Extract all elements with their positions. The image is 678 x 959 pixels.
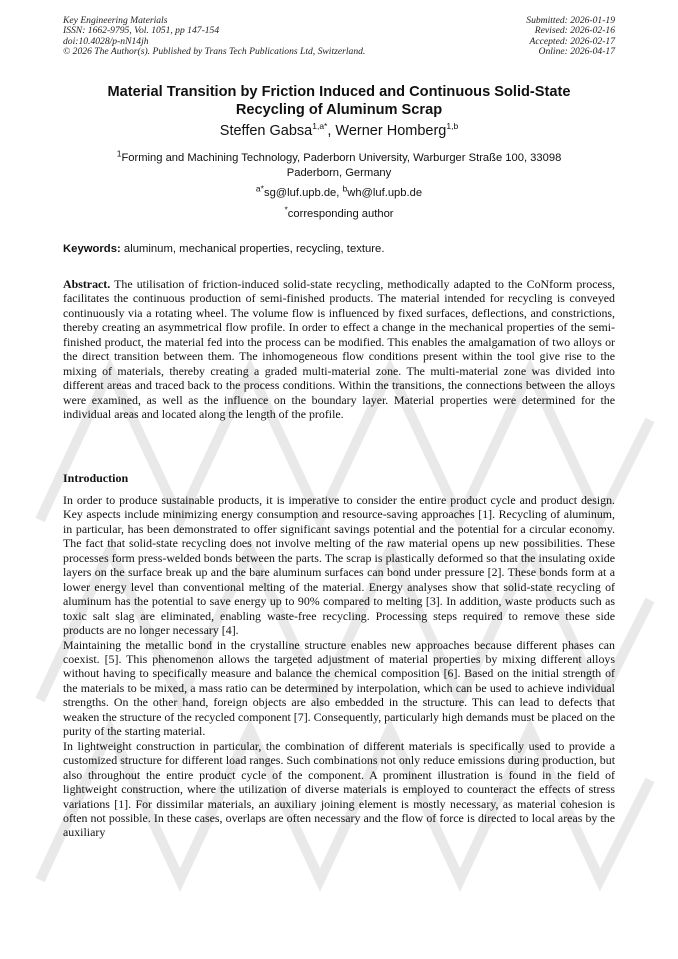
journal-name: Key Engineering Materials [63, 15, 168, 26]
date-online: Online: 2026-04-17 [538, 46, 615, 58]
abstract [63, 277, 615, 422]
affiliation-sup: 1 [116, 148, 122, 159]
email-sup: b [342, 183, 348, 194]
abstract-label: Abstract. [63, 277, 111, 291]
email-address: sg@luf.upb.de [263, 187, 337, 199]
journal-info [63, 16, 365, 58]
affiliation-line-1: Forming and Machining Technology, Paderborn University, Warburger Straße 100, 33098 [121, 152, 562, 164]
date-revised: Revised: 2026-02-16 [534, 25, 615, 37]
affiliation-line-2: Paderborn, Germany [286, 166, 392, 179]
email-sup: a* [255, 183, 264, 194]
intro-paragraph: In order to produce sustainable products, it is imperative to consider the entire product cycle and product design. Key aspects include minimizing energy consumption and resource-saving approaches [1]. Recycling of aluminum, in particular, has been demonstrated to offer significant savings potential and the potential for a circular economy. The fact that solid-state recycling does not involve melting of the raw material opens up new possibilities. These processes form press-welded bonds between the parts. The scrap is plastically deformed so that the insulating oxide layers on the surface break up and the bare aluminum surfaces can bond under pressure [2]. These bonds form at a lower energy level than conventional melting of the material. Energy analyses show that solid-state recycling of aluminum has the potential to save energy up to 90% compared to melting [3]. In addition, waste products such as toxic salt slag are eliminated, enabling waste-free recycling. Processing steps required to remove these side products are no longer necessary [4]. [63, 493, 615, 638]
journal-copyright: © 2026 The Author(s). Published by Trans Tech Publications Ltd, Switzerland. [63, 46, 366, 58]
paper-title [63, 83, 615, 119]
publication-dates [526, 16, 615, 58]
intro-paragraph: Maintaining the metallic bond in the crystalline structure enables new approaches because different phases can coexist. [5]. This phenomenon allows the targeted adjustment of material properties by mixing different alloys without having to specifically measure and balance the chemical composition [6]. Based on the initial strength of the materials to be mixed, a mass ratio can be determined by interpolation, which can be used to achieve individual strengths. On the other hand, foreign objects are also embedded in the structure. This can lead to defects that weaken the structure of the recycled component [7]. Consequently, particularly high demands must be placed on the purity of the starting material. [63, 637, 615, 739]
keywords [63, 242, 615, 256]
email-address: wh@luf.upb.de [347, 187, 423, 199]
introduction-body [63, 493, 615, 840]
author-affiliation-sup: 1,a* [312, 121, 328, 132]
email-separator: , [336, 187, 343, 199]
date-submitted: Submitted: 2026-01-19 [526, 15, 615, 26]
corresponding-sup: * [284, 204, 288, 215]
author-name: Werner Homberg [335, 123, 447, 139]
corresponding-author-note [63, 204, 615, 221]
section-heading-introduction: Introduction [63, 471, 129, 485]
keywords-text: aluminum, mechanical properties, recycling, texture. [123, 243, 385, 255]
author-separator: , [327, 123, 336, 139]
paper-title-line-1: Material Transition by Friction Induced and Continuous Solid-State [107, 84, 571, 100]
affiliation [63, 148, 615, 180]
abstract-text: The utilisation of friction-induced solid-state recycling, methodically adapted to the CoNform process, facilitates the continuous production of semi-finished products. The material intended for recycling is conveyed continuously via a rotating wheel. The volume flow is influenced by fixed surfaces, deflections, and constrictions, thereby creating an asymmetrical flow profile. In order to effect a change in the mechanical properties of the semi-finished product, the material fed into the process can be modified. This enables the amalgamation of two alloys or the direct transition between them. The inhomogeneous flow conditions present within the tool give rise to the mixing of materials, thereby creating a graded multi-material zone. The multi-material zone was divided into different areas and traced back to the process conditions. Within the transitions, the connections between the alloys were examined, as well as the influence on the boundary layer. Material properties were determined for the individual areas and located along the length of the profile. [63, 277, 615, 422]
date-accepted: Accepted: 2026-02-17 [529, 35, 615, 47]
author-list [63, 122, 615, 140]
author-affiliation-sup: 1,b [446, 121, 459, 132]
journal-issn: ISSN: 1662-9795, Vol. 1051, pp 147-154 [63, 25, 220, 37]
author-emails [63, 183, 615, 200]
keywords-label: Keywords: [63, 243, 121, 255]
corresponding-text: corresponding author [287, 208, 394, 220]
journal-doi: doi:10.4028/p-nN14jh [63, 35, 149, 47]
author-name: Steffen Gabsa [219, 123, 313, 139]
intro-paragraph: In lightweight construction in particular, the combination of different materials is specifically used to provide a customized structure for different load ranges. Such combinations not only reduce emissions during production, but also throughout the entire product cycle of the component. A prominent illustration is found in the field of lightweight construction, where the utilization of diverse materials is employed to counteract the effects of stress variations [1]. For dissimilar materials, an auxiliary joining element is mostly necessary, as material cohesion is often not possible. In these cases, overlaps are often necessary and the flow of force is directed to local areas by the auxiliary [63, 738, 615, 840]
paper-title-line-2: Recycling of Aluminum Scrap [235, 102, 443, 118]
